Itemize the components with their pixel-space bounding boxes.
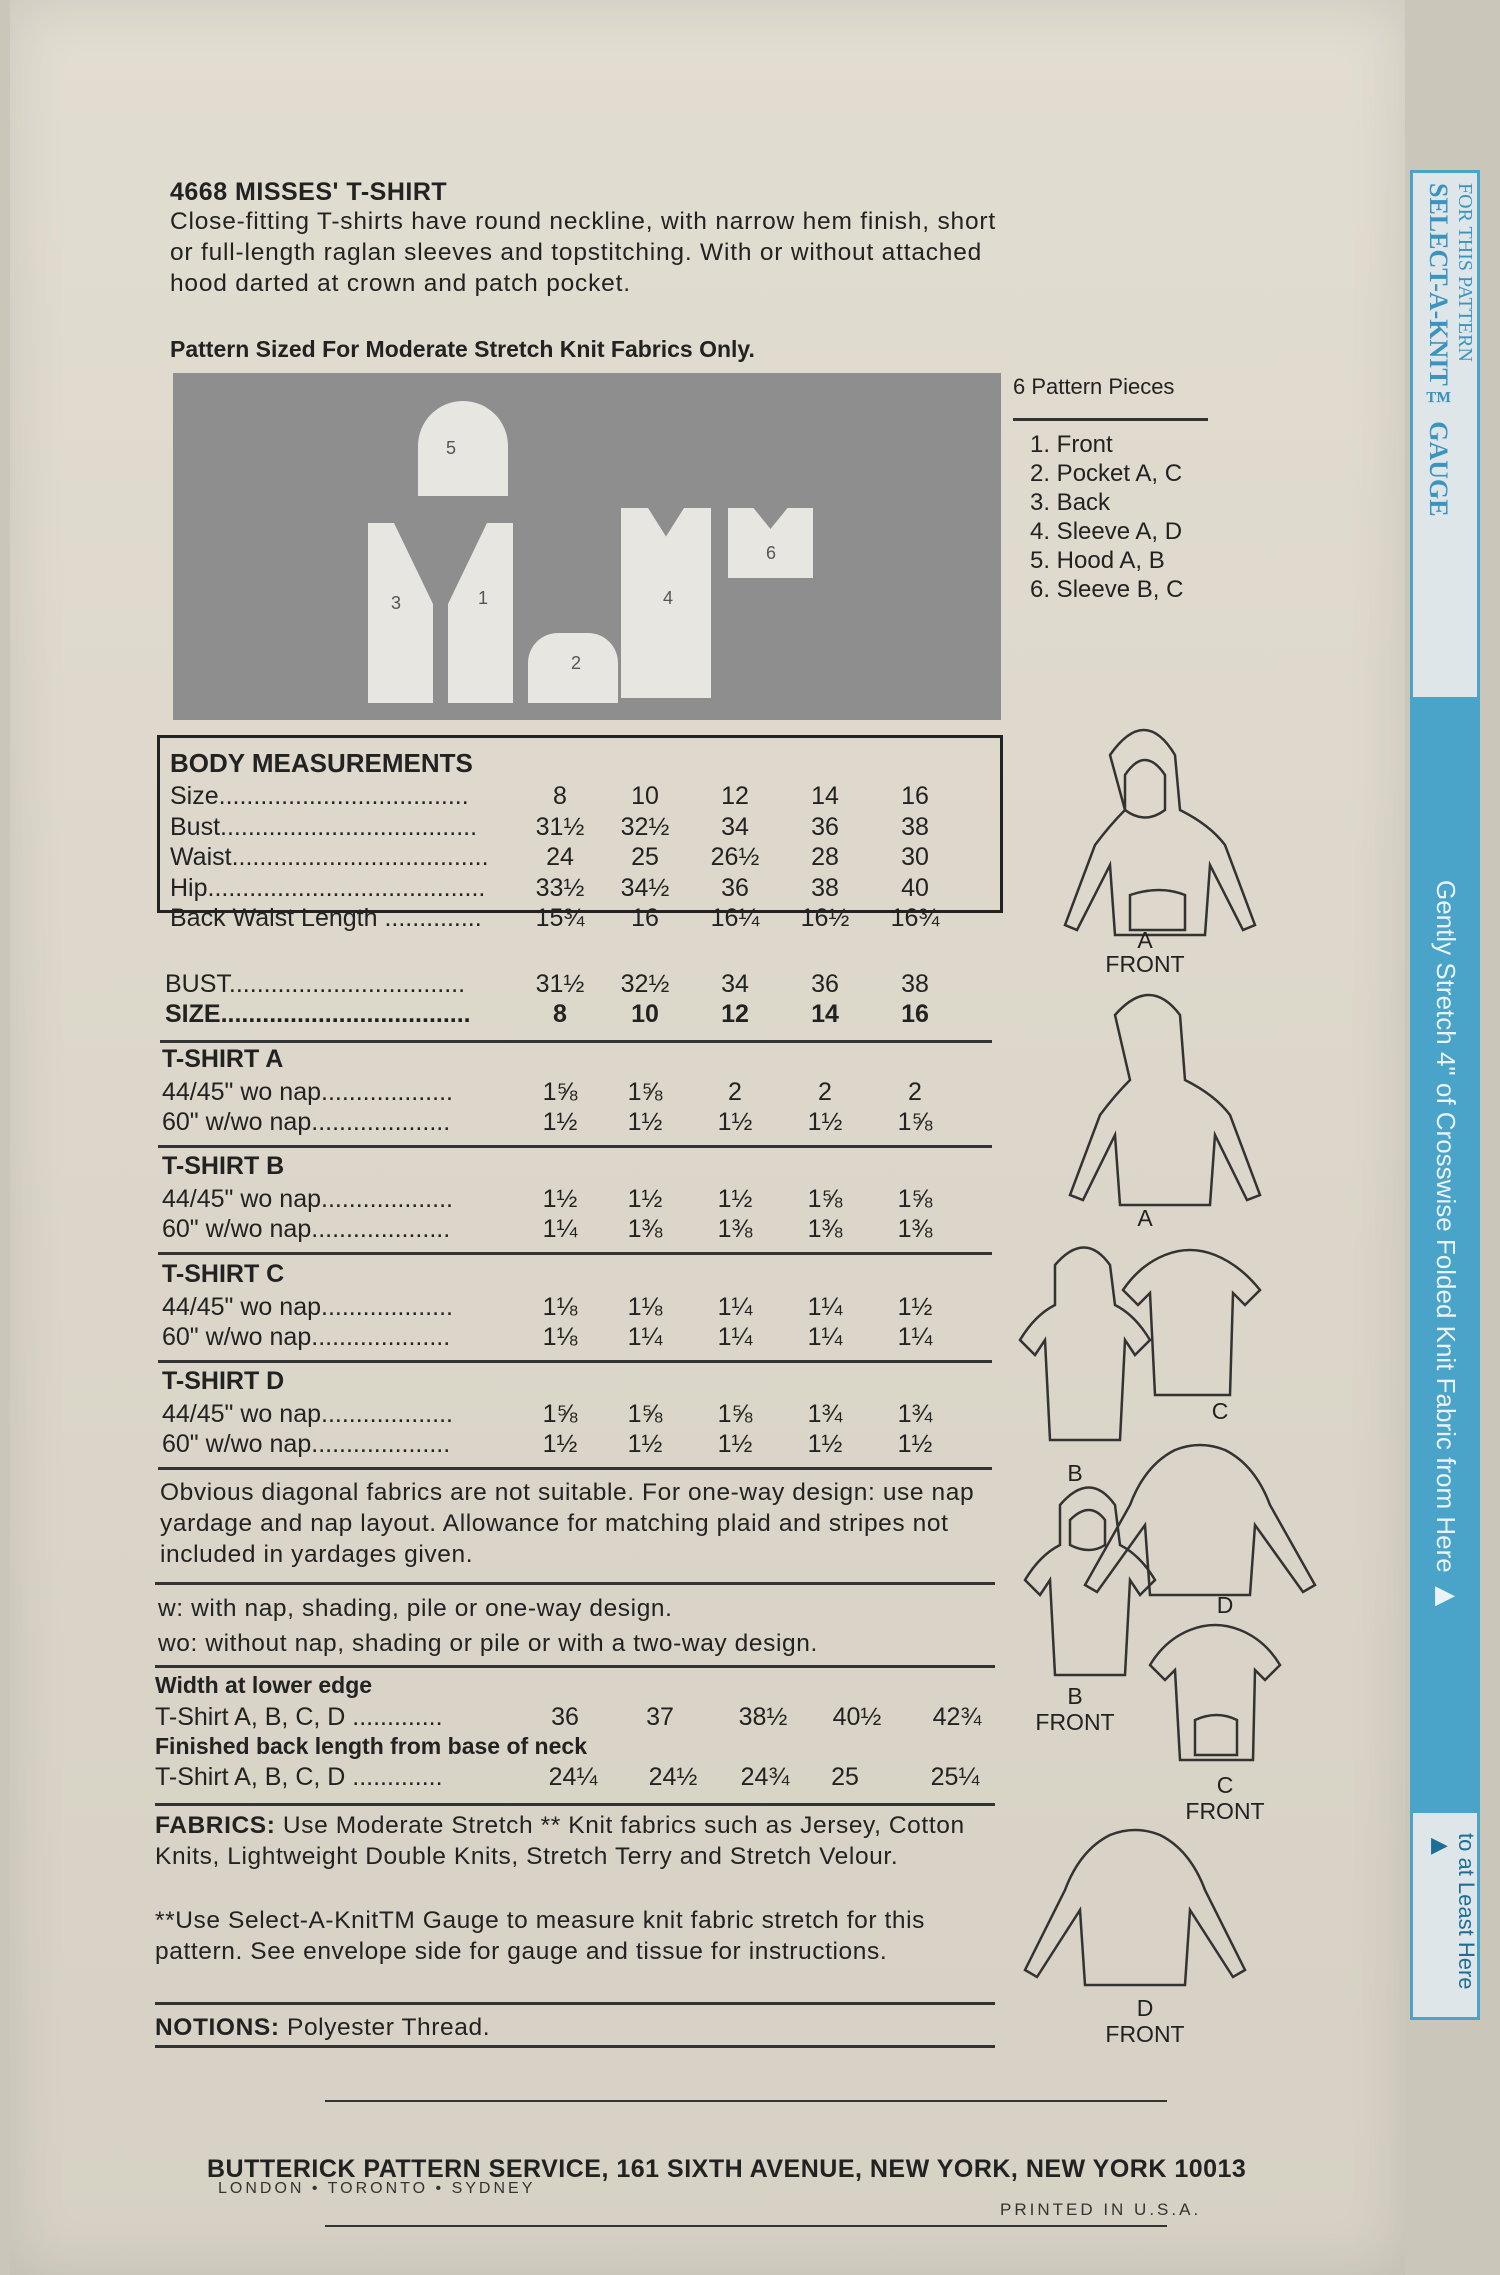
table-cell: 1½ xyxy=(542,1108,578,1136)
table-cell: 1⅛ xyxy=(542,1323,578,1351)
row-label: Hip........................................ xyxy=(170,873,486,902)
divider xyxy=(155,2045,995,2048)
leader-dots: ................... xyxy=(321,1400,453,1428)
view-a-back-sketch xyxy=(1070,995,1260,1205)
leader-dots: .................... xyxy=(311,1215,451,1243)
length-heading: Finished back length from base of neck xyxy=(155,1733,587,1759)
table-cell: 30 xyxy=(901,843,929,871)
leader-dots: .................... xyxy=(311,1323,451,1351)
table-cell: 2 xyxy=(818,1078,832,1106)
table-cell: 1½ xyxy=(717,1108,753,1136)
length-label: T-Shirt A, B, C, D ............. xyxy=(155,1763,443,1791)
pattern-pieces-list xyxy=(1030,430,1183,604)
table-cell: 34 xyxy=(721,970,749,998)
pattern-description: Close-fitting T-shirts have round neckline, with narrow hem finish, short or full-length raglan sleeves and topstitching. With or without attached hood darted at crown and patch pocket. xyxy=(170,208,996,297)
piece-front xyxy=(448,523,513,703)
table-cell: 1½ xyxy=(627,1185,663,1213)
fabrics-label: FABRICS: xyxy=(155,1812,276,1839)
table-cell: 1⅛ xyxy=(542,1293,578,1321)
width-value: 36 xyxy=(551,1703,579,1731)
select-a-knit-gauge-strip xyxy=(1410,170,1480,2030)
width-value: 40½ xyxy=(832,1703,882,1731)
table-cell: 1⅜ xyxy=(717,1215,753,1243)
row-label: 44/45" wo nap................... xyxy=(162,1293,453,1321)
row-label: Bust..................................... xyxy=(170,812,478,841)
table-cell: 1½ xyxy=(627,1108,663,1136)
view-b-back-label: B xyxy=(1067,1460,1083,1486)
gauge-strip-middle xyxy=(1410,700,1480,1990)
wo-definition: wo: without nap, shading or pile or with a two-way design. xyxy=(158,1630,818,1657)
width-label: T-Shirt A, B, C, D ............. xyxy=(155,1703,443,1731)
view-c-front-label: C FRONT xyxy=(1185,1772,1265,1824)
company-cities: LONDON • TORONTO • SYDNEY xyxy=(218,2180,536,2197)
row-label: 60" w/wo nap.................... xyxy=(162,1430,451,1458)
table-cell: 1¼ xyxy=(717,1293,753,1321)
view-d-front-label: D FRONT xyxy=(1105,1995,1185,2047)
row-label: BUST.................................. xyxy=(165,970,466,998)
leader-dots: ................... xyxy=(321,1293,453,1321)
table-cell: 1½ xyxy=(807,1108,843,1136)
table-cell: 15¾ xyxy=(535,904,585,932)
tshirt-heading: T-SHIRT B xyxy=(162,1152,285,1180)
table-cell: 33½ xyxy=(535,873,585,902)
stretch-note: Pattern Sized For Moderate Stretch Knit Fabrics Only. xyxy=(170,336,755,362)
notions-label: NOTIONS: xyxy=(155,2014,280,2041)
width-value: 42¾ xyxy=(932,1703,982,1731)
body-measurements-heading: BODY MEASUREMENTS xyxy=(170,748,473,778)
row-label: Back Waist Length .............. xyxy=(170,904,482,932)
leader-dots: .................................... xyxy=(220,1000,471,1028)
table-cell: 1⅝ xyxy=(897,1108,933,1136)
divider xyxy=(325,2225,1167,2227)
width-value: 38½ xyxy=(738,1703,788,1731)
row-label: 60" w/wo nap.................... xyxy=(162,1108,451,1136)
notions-text: Polyester Thread. xyxy=(287,2014,491,2041)
divider xyxy=(155,1582,995,1585)
divider xyxy=(158,1252,992,1255)
table-cell: 1¼ xyxy=(627,1323,663,1351)
table-cell: 1⅛ xyxy=(627,1293,663,1321)
pattern-pieces-photo xyxy=(173,373,1001,720)
leader-dots: .................................... xyxy=(218,782,469,810)
table-cell: 2 xyxy=(728,1078,742,1106)
table-cell: 31½ xyxy=(535,970,585,998)
table-cell: 32½ xyxy=(620,970,670,998)
view-b-front-label: B FRONT xyxy=(1035,1683,1115,1735)
table-cell: 31½ xyxy=(535,812,585,841)
row-label: 44/45" wo nap................... xyxy=(162,1400,453,1428)
leader-dots: ..................................... xyxy=(231,843,489,871)
fabrics-text: Use Moderate Stretch ** Knit fabrics such as Jersey, Cotton Knits, Lightweight Double Knits, Stretch Terry and Stretch Velour. xyxy=(155,1812,965,1870)
width-value: 37 xyxy=(646,1703,674,1731)
table-cell: 1½ xyxy=(542,1430,578,1458)
leader-dots: .................... xyxy=(311,1430,451,1458)
piece-number: 2 xyxy=(571,653,582,673)
leader-dots: ................... xyxy=(321,1185,453,1213)
table-cell: 8 xyxy=(553,1000,567,1028)
leader-dots: ........................................ xyxy=(207,873,486,902)
table-cell: 16½ xyxy=(800,904,850,932)
table-cell: 1⅝ xyxy=(897,1185,933,1213)
notions-paragraph xyxy=(155,2012,490,2043)
row-label: SIZE.................................... xyxy=(165,1000,471,1028)
table-cell: 1½ xyxy=(897,1293,933,1321)
view-a-front-label: A FRONT xyxy=(1105,927,1185,977)
table-cell: 10 xyxy=(631,782,659,810)
view-a-back-label: A xyxy=(1137,1205,1153,1231)
leader-dots: ................... xyxy=(321,1078,453,1106)
tshirt-heading: T-SHIRT C xyxy=(162,1260,285,1288)
table-cell: 1½ xyxy=(542,1185,578,1213)
list-item: 6. Sleeve B, C xyxy=(1030,576,1184,603)
row-label: 44/45" wo nap................... xyxy=(162,1078,453,1106)
list-item: 3. Back xyxy=(1030,489,1111,516)
width-heading: Width at lower edge xyxy=(155,1672,373,1698)
divider xyxy=(1013,418,1208,421)
row-label: 44/45" wo nap................... xyxy=(162,1185,453,1213)
leader-dots: ..................................... xyxy=(220,812,478,841)
table-cell: 1⅝ xyxy=(627,1078,663,1106)
table-cell: 16 xyxy=(901,782,929,810)
table-cell: 28 xyxy=(811,843,839,871)
view-d-back-label: D xyxy=(1216,1592,1234,1618)
divider xyxy=(155,1665,995,1668)
gauge-end-marker: to at Least Here ▶ xyxy=(1428,1833,1479,1990)
table-cell: 16¼ xyxy=(710,904,760,932)
table-cell: 16 xyxy=(901,1000,929,1028)
table-cell: 36 xyxy=(721,873,749,902)
leader-dots: .................... xyxy=(311,1108,451,1136)
piece-hood xyxy=(418,401,508,496)
table-cell: 40 xyxy=(901,873,929,902)
table-cell: 24 xyxy=(546,843,574,871)
table-cell: 1⅝ xyxy=(542,1078,578,1106)
table-cell: 16¾ xyxy=(890,904,940,932)
divider xyxy=(155,1803,995,1806)
divider xyxy=(158,1467,992,1470)
list-item: 4. Sleeve A, D xyxy=(1030,518,1183,545)
divider xyxy=(325,2100,1167,2102)
table-cell: 36 xyxy=(811,970,839,998)
row-label: Waist..................................... xyxy=(170,843,489,871)
list-item: 2. Pocket A, C xyxy=(1030,460,1183,487)
view-d-front-sketch xyxy=(1025,1830,1245,1985)
table-cell: 8 xyxy=(553,782,567,810)
table-cell: 1¾ xyxy=(897,1400,933,1428)
table-cell: 14 xyxy=(811,782,839,810)
table-cell: 25 xyxy=(631,843,659,871)
view-c-back-sketch xyxy=(1123,1250,1260,1395)
table-cell: 1½ xyxy=(717,1185,753,1213)
row-label: 60" w/wo nap.................... xyxy=(162,1323,451,1351)
table-cell: 2 xyxy=(908,1078,922,1106)
gauge-title: SELECT-A-KNIT™ GAUGE xyxy=(1424,183,1453,517)
table-cell: 38 xyxy=(901,812,929,841)
table-cell: 26½ xyxy=(710,843,760,871)
length-value: 24¾ xyxy=(740,1763,790,1791)
printed-in: PRINTED IN U.S.A. xyxy=(1000,2200,1202,2219)
table-cell: 16 xyxy=(631,904,659,932)
table-cell: 1¼ xyxy=(717,1323,753,1351)
table-cell: 38 xyxy=(811,873,839,902)
table-cell: 1½ xyxy=(807,1430,843,1458)
diagonal-note: Obvious diagonal fabrics are not suitable. For one-way design: use nap yardage and nap layout. Allowance for matching plaid and stripes not included in yardages given. xyxy=(160,1479,975,1568)
table-cell: 32½ xyxy=(620,812,670,841)
leader-dots: .................................. xyxy=(228,970,466,998)
table-cell: 1⅝ xyxy=(627,1400,663,1428)
piece-number: 3 xyxy=(391,593,402,613)
divider xyxy=(158,1145,992,1148)
gauge-note: **Use Select-A-KnitTM Gauge to measure knit fabric stretch for this pattern. See envelope side for gauge and tissue for instructions. xyxy=(155,1907,926,1965)
row-label: 60" w/wo nap.................... xyxy=(162,1215,451,1243)
table-cell: 1¼ xyxy=(542,1215,578,1243)
table-cell: 36 xyxy=(811,812,839,841)
length-value: 24¼ xyxy=(548,1763,598,1791)
view-c-back-label: C xyxy=(1211,1398,1229,1424)
table-cell: 1¼ xyxy=(897,1323,933,1351)
table-cell: 34 xyxy=(721,812,749,841)
tshirt-heading: T-SHIRT A xyxy=(162,1045,284,1073)
piece-number: 1 xyxy=(478,588,489,608)
gauge-strip-bottom xyxy=(1410,1810,1480,2020)
gauge-subtitle: FOR THIS PATTERN xyxy=(1454,183,1476,362)
view-c-front-sketch xyxy=(1150,1625,1280,1760)
leader-dots: .............. xyxy=(377,904,482,932)
gauge-strip-top xyxy=(1410,170,1480,700)
piece-number: 5 xyxy=(446,438,457,458)
length-value: 25 xyxy=(831,1763,859,1791)
view-b-front-sketch xyxy=(1025,1488,1155,1676)
row-label: Size.................................... xyxy=(170,782,469,810)
table-cell: 1½ xyxy=(627,1430,663,1458)
divider xyxy=(158,1360,992,1363)
table-cell: 12 xyxy=(721,1000,749,1028)
table-cell: 1¼ xyxy=(807,1293,843,1321)
table-cell: 1⅜ xyxy=(807,1215,843,1243)
list-item: 5. Hood A, B xyxy=(1030,547,1165,574)
table-cell: 1⅝ xyxy=(717,1400,753,1428)
table-cell: 10 xyxy=(631,1000,659,1028)
view-b-back-sketch xyxy=(1020,1248,1150,1441)
length-value: 25¼ xyxy=(930,1763,980,1791)
table-cell: 1⅜ xyxy=(897,1215,933,1243)
table-cell: 34½ xyxy=(620,873,670,902)
piece-number: 6 xyxy=(766,543,777,563)
pattern-title: 4668 MISSES' T-SHIRT xyxy=(170,178,448,206)
table-cell: 1¾ xyxy=(807,1400,843,1428)
table-cell: 12 xyxy=(721,782,749,810)
pattern-pieces-heading: 6 Pattern Pieces xyxy=(1013,374,1175,399)
table-cell: 14 xyxy=(811,1000,839,1028)
w-definition: w: with nap, shading, pile or one-way design. xyxy=(158,1595,673,1622)
table-cell: 1⅜ xyxy=(627,1215,663,1243)
table-cell: 1¼ xyxy=(807,1323,843,1351)
table-cell: 1½ xyxy=(897,1430,933,1458)
table-cell: 1⅝ xyxy=(807,1185,843,1213)
divider xyxy=(160,1040,992,1043)
table-cell: 1½ xyxy=(717,1430,753,1458)
fabrics-paragraph xyxy=(155,1810,990,1872)
table-cell: 1⅝ xyxy=(542,1400,578,1428)
tshirt-heading: T-SHIRT D xyxy=(162,1367,285,1395)
garment-sketches xyxy=(1015,715,1390,2035)
company-address: BUTTERICK PATTERN SERVICE, 161 SIXTH AVENUE, NEW YORK, NEW YORK 10013 xyxy=(207,2155,1247,2183)
length-value: 24½ xyxy=(648,1763,698,1791)
list-item: 1. Front xyxy=(1030,431,1113,458)
piece-number: 4 xyxy=(663,588,674,608)
view-a-front-sketch xyxy=(1065,730,1255,935)
divider xyxy=(155,2002,995,2005)
gauge-instructions: Gently Stretch 4" of Crosswise Folded Knit Fabric from Here ▶ xyxy=(1431,880,1461,1610)
table-cell: 38 xyxy=(901,970,929,998)
